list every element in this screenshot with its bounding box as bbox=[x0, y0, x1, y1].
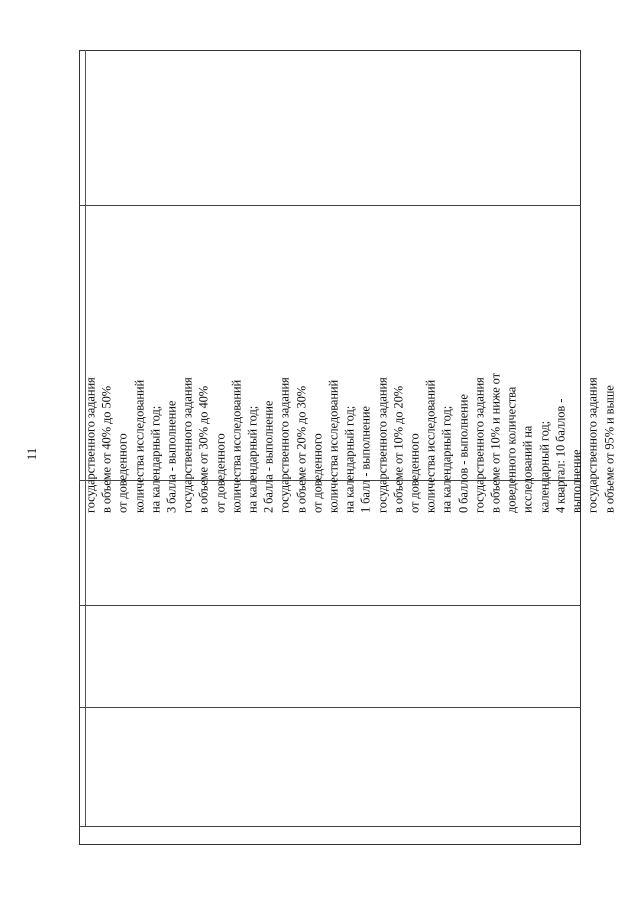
cell-text-line: на календарный год; bbox=[148, 405, 163, 513]
cell-text-line: в объеме от 30% до 40% bbox=[196, 385, 211, 513]
table-divider bbox=[79, 605, 581, 606]
cell-text-line: государственного задания bbox=[83, 377, 98, 513]
cell-text-line: государственного задания bbox=[375, 377, 390, 513]
cell-text-line: в объеме от 40% до 50% bbox=[99, 385, 114, 513]
cell-text-line: количества исследований bbox=[229, 379, 244, 513]
cell-text-line: количества исследований bbox=[132, 379, 147, 513]
cell-text-line: выполнение bbox=[569, 449, 584, 513]
cell-text-line: государственного задания bbox=[472, 377, 487, 513]
cell-text-line: 1 балл - выполнение bbox=[358, 406, 373, 513]
cell-text-line: от доведенного bbox=[407, 433, 422, 513]
cell-text-line: от доведенного bbox=[310, 433, 325, 513]
cell-text-line: 3 балла - выполнение bbox=[164, 400, 179, 513]
cell-text-line: 4 квартал: 10 баллов - bbox=[553, 398, 568, 513]
criteria-cell bbox=[83, 243, 616, 513]
cell-text-line: в объеме от 20% до 30% bbox=[294, 385, 309, 513]
cell-text-line: исследований на bbox=[520, 425, 535, 513]
cell-text-line: 2 балла - выполнение bbox=[261, 400, 276, 513]
cell-text-line: в объеме от 10% и ниже от bbox=[488, 372, 503, 513]
cell-text-line: доведенного количества bbox=[504, 386, 519, 513]
table-divider bbox=[79, 205, 581, 206]
cell-text-line: количества исследований bbox=[423, 379, 438, 513]
cell-text-line: государственного задания bbox=[180, 377, 195, 513]
cell-text-line: количества исследований bbox=[326, 379, 341, 513]
table-divider bbox=[79, 707, 581, 708]
cell-text-line: на календарный год; bbox=[245, 405, 260, 513]
page-number: 11 bbox=[24, 447, 39, 461]
table-divider bbox=[79, 826, 581, 827]
cell-text-line: государственного задания bbox=[277, 377, 292, 513]
cell-text-line: на календарный год; bbox=[439, 405, 454, 513]
cell-text-line: в объеме от 95% и выше bbox=[602, 385, 616, 513]
cell-text-line: государственного задания bbox=[585, 377, 600, 513]
cell-text-line: в объеме от 10% до 20% bbox=[391, 385, 406, 513]
cell-text-line: календарный год; bbox=[537, 420, 552, 513]
cell-text-line: от доведенного bbox=[213, 433, 228, 513]
cell-text-line: 0 баллов - выполнение bbox=[456, 394, 471, 513]
cell-text-line: от доведенного bbox=[115, 433, 130, 513]
cell-text-line: на календарный год; bbox=[342, 405, 357, 513]
